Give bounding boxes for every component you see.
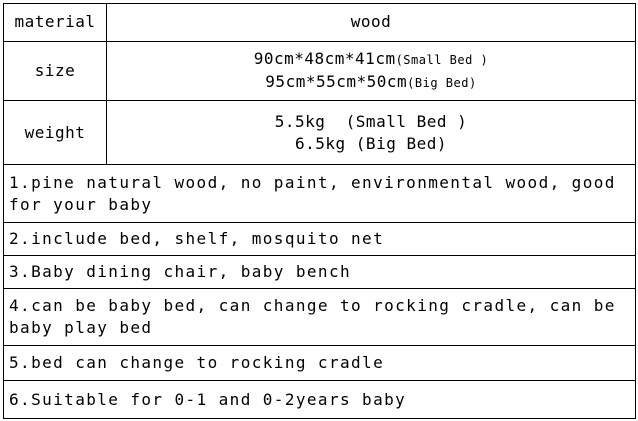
size-label: size bbox=[4, 41, 107, 100]
weight-label: weight bbox=[4, 101, 107, 165]
feature-row bbox=[4, 381, 636, 419]
feature-text: 1.pine natural wood, no paint, environmental wood, good for your baby bbox=[9, 172, 616, 214]
weight-small-value: 5.5kg (Small Bed ) bbox=[274, 111, 468, 131]
size-row bbox=[4, 41, 636, 100]
material-value: wood bbox=[107, 4, 636, 42]
feature-row bbox=[4, 256, 636, 289]
product-spec-table bbox=[3, 3, 636, 419]
material-row bbox=[4, 4, 636, 42]
weight-big-value: 6.5kg (Big Bed) bbox=[295, 133, 447, 153]
feature-text: 3.Baby dining chair, baby bench bbox=[9, 262, 352, 282]
feature-row bbox=[4, 346, 636, 381]
material-label: material bbox=[4, 4, 107, 42]
feature-row bbox=[4, 165, 636, 222]
feature-row bbox=[4, 289, 636, 346]
weight-values bbox=[107, 101, 636, 165]
size-small-line bbox=[107, 48, 635, 71]
feature-row bbox=[4, 222, 636, 256]
feature-text: 4.can be baby bed, can change to rocking cradle, can be baby play bed bbox=[9, 296, 616, 338]
feature-text: 6.Suitable for 0-1 and 0-2years baby bbox=[9, 389, 407, 409]
size-big-value: 95cm*55cm*50cm bbox=[265, 71, 408, 91]
size-small-note: (Small Bed ) bbox=[395, 52, 489, 67]
size-small-value: 90cm*48cm*41cm bbox=[253, 48, 396, 68]
weight-row bbox=[4, 101, 636, 165]
feature-text: 2.include bed, shelf, mosquito net bbox=[9, 229, 385, 249]
size-big-note: (Big Bed) bbox=[407, 75, 477, 90]
size-values bbox=[107, 41, 636, 100]
feature-text: 5.bed can change to rocking cradle bbox=[9, 353, 385, 373]
size-big-line bbox=[107, 71, 635, 94]
